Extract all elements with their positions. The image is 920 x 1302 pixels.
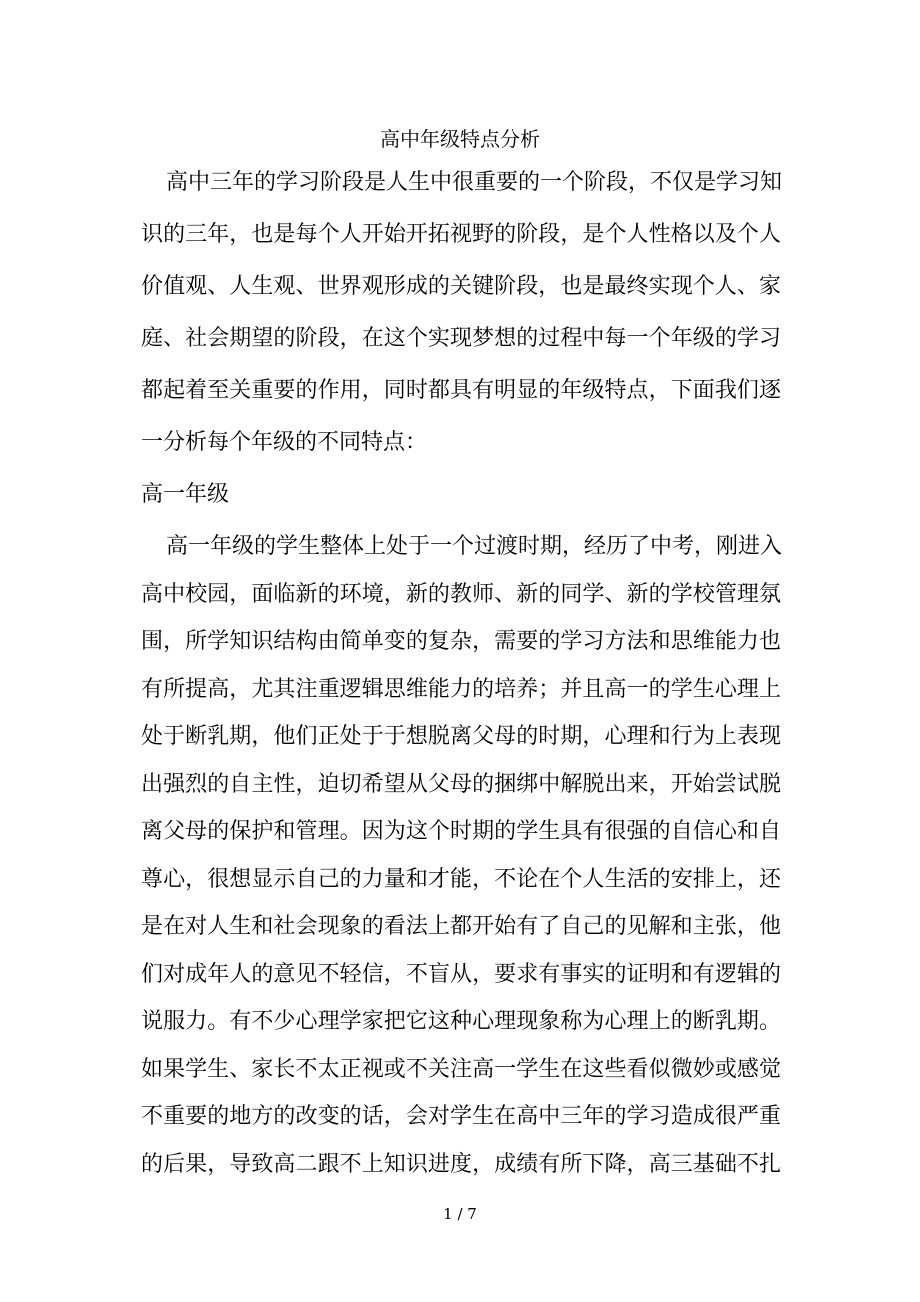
section-line: 有所提高，尤其注重逻辑思维能力的培养；并且高一的学生心理上 xyxy=(141,676,781,702)
section-line: 尊心，很想显示自己的力量和才能，不论在个人生活的安排上，还 xyxy=(141,866,781,892)
document-title: 高中年级特点分析 xyxy=(380,127,540,151)
section-line: 高一年级的学生整体上处于一个过渡时期，经历了中考，刚进入 xyxy=(166,534,783,559)
intro-line: 都起着至关重要的作用，同时都具有明显的年级特点，下面我们逐 xyxy=(141,378,781,403)
section-line: 如果学生、家长不太正视或不关注高一学生在这些看似微妙或感觉 xyxy=(141,1056,781,1082)
section-line: 不重要的地方的改变的话，会对学生在高中三年的学习造成很严重 xyxy=(141,1104,781,1129)
intro-line: 识的三年，也是每个人开始开拓视野的阶段，是个人性格以及个人 xyxy=(141,222,781,247)
page-number: 1 / 7 xyxy=(443,1205,477,1223)
section-line: 们对成年人的意见不轻信，不盲从，要求有事实的证明和有逻辑的 xyxy=(141,961,781,987)
section-line: 处于断乳期，他们正处于于想脱离父母的时期，心理和行为上表现 xyxy=(141,724,781,749)
section-heading: 高一年级 xyxy=(141,482,230,507)
intro-line: 价值观、人生观、世界观形成的关键阶段，也是最终实现个人、家 xyxy=(141,274,781,299)
section-line: 围，所学知识结构由简单变的复杂，需要的学习方法和思维能力也 xyxy=(141,629,781,654)
section-line: 说服力。有不少心理学家把它这种心理现象称为心理上的断乳期。 xyxy=(141,1009,781,1034)
intro-line: 一分析每个年级的不同特点： xyxy=(141,430,428,455)
section-line: 高中校园，面临新的环境，新的教师、新的同学、新的学校管理氛 xyxy=(141,581,781,607)
intro-line: 庭、社会期望的阶段，在这个实现梦想的过程中每一个年级的学习 xyxy=(141,326,781,351)
section-line: 出强烈的自主性，迫切希望从父母的捆绑中解脱出来，开始尝试脱 xyxy=(141,771,781,797)
intro-line: 高中三年的学习阶段是人生中很重要的一个阶段，不仅是学习知 xyxy=(166,170,783,195)
section-line: 离父母的保护和管理。因为这个时期的学生具有很强的自信心和自 xyxy=(141,819,781,844)
section-line: 是在对人生和社会现象的看法上都开始有了自己的见解和主张，他 xyxy=(141,914,781,939)
section-line: 的后果，导致高二跟不上知识进度，成绩有所下降，高三基础不扎 xyxy=(141,1151,781,1177)
